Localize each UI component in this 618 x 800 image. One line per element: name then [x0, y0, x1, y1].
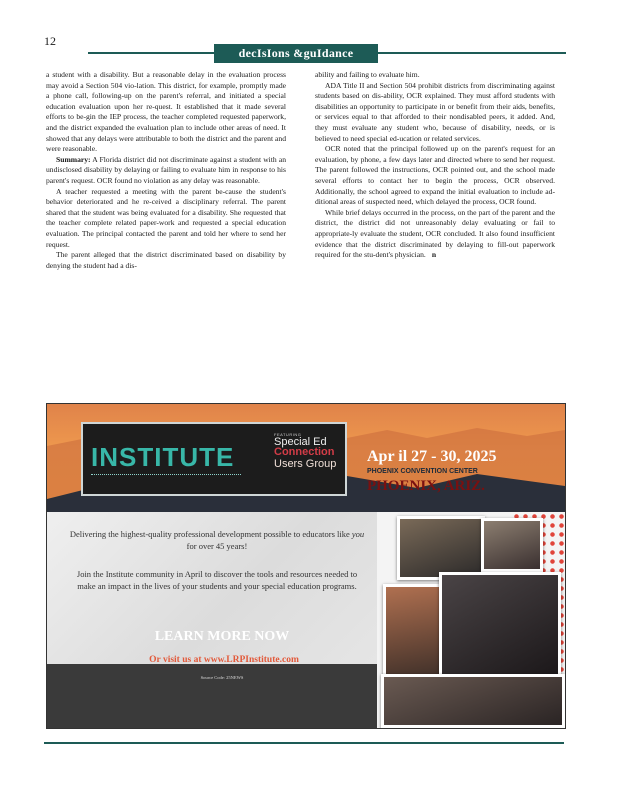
logo-subline	[91, 474, 241, 481]
tagline-part-1: Delivering the highest-quality professional development possible to educators like	[69, 529, 350, 539]
tagline-you: you	[351, 529, 365, 539]
article-paragraph: ability and failing to evaluate him.	[315, 70, 420, 79]
ad-banner	[47, 404, 565, 512]
article-paragraph: a student with a disability. But a reasonable delay in the evaluation process may avoid a Section 504 vio-lation. This district, for example, promptly made a phone call, following-up on the parent's referral, and initiated a special education evaluation upon her re-quest. It established that it made several efforts to be-gin the IEP process, the teacher completed requested paperwork, and the district expanded the evaluation plan to include other areas of need. It showed that any delays were attributable to both the district and the parent and were reasonable.	[46, 70, 286, 154]
source-code: Source Code: 25NEWS	[200, 675, 244, 680]
photo-session-room	[381, 674, 565, 728]
logo-wordmark: INSTITUTE	[91, 442, 235, 472]
connection-label: Connection	[274, 446, 335, 458]
ad-body	[47, 512, 565, 728]
article-paragraph: A teacher requested a meeting with the parent be-cause the student's behavior deteriorated and he re-ceived a disciplinary referral. The parent shared that the student was being evaluated for a disability. She requested that the teacher complete related paper-work and requested a special education evaluation. The principal contacted the parent and told her where to send her request.	[46, 186, 286, 249]
institute-logo	[81, 422, 347, 496]
article-paragraph	[315, 208, 555, 261]
footer-rule	[44, 742, 564, 744]
article-paragraph: OCR noted that the principal followed up on the parent's request for an evaluation, by phone, a few days later and directed where to send her request. The parent followed the instructions, OCR pointed out, and the school made several efforts to contact her to begin the process, OCR observed. Additionally, the school agreed to expand the initial evaluation to include ad-ditional areas of suspected need, which delayed the process, OCR found.	[315, 144, 555, 207]
ad-body-text: Join the Institute community in April to discover the tools and resources needed to make an impact in the lives of your students and your special education programs.	[76, 569, 358, 591]
tagline-part-2: for over 45 years!	[186, 541, 248, 551]
article-right-column	[315, 70, 555, 261]
photo-group	[481, 518, 543, 572]
summary-label: Summary:	[56, 154, 91, 164]
featuring-label: FEATURING	[274, 432, 302, 437]
special-ed-connection-logo	[274, 432, 342, 486]
section-title: decIsIons &guIdance	[214, 44, 378, 63]
event-venue: PHOENIX CONVENTION CENTER	[367, 468, 478, 475]
page-number: 12	[44, 34, 56, 48]
closing-text: While brief delays occurred in the process, on the part of the parent and the district, the district did not unreasonably delay evaluating or fail to appropriate-ly evaluate the student, OCR concluded. It also found insufficient evidence that the district discriminated by delaying to fill-out paperwork required for the stu-dent's physician.	[315, 207, 555, 260]
photo-collage	[377, 512, 565, 728]
learn-more-button[interactable]: LEARN MORE NOW	[154, 629, 290, 644]
end-mark: n	[431, 250, 437, 260]
article-summary	[46, 155, 286, 187]
summary-text: A Florida district did not discriminate against a student with an undisclosed disability by delaying or failing to evaluate him in response to his parent's request. OCR found no violation as any delay was reasonable.	[46, 154, 286, 185]
special-ed-label: Special Ed	[274, 436, 327, 448]
article-paragraph: ADA Title II and Section 504 prohibit districts from discriminating against students based on dis-ability, OCR explained. They must afford students with disabilities an opportunity to participate in or benefit from their aids, benefits, or services equal to that afforded to their nondisabled peers, it added. And, they must evaluate any student who, because of disability, needs, or is believed to need special ed-ucation or related services.	[315, 80, 555, 143]
article-paragraph: The parent alleged that the district discriminated based on disability by denying the student had a dis-	[46, 250, 286, 270]
event-dates: Apr il 27 - 30, 2025	[367, 448, 497, 465]
article-left-column	[46, 70, 286, 271]
ad-cta-panel	[47, 664, 377, 728]
article-body	[46, 70, 566, 390]
institute-url-link[interactable]: Or visit us at www.LRPInstitute.com	[149, 655, 299, 665]
users-group-label: Users Group	[274, 458, 337, 470]
ad-tagline	[67, 528, 367, 552]
photo-speaker	[439, 572, 561, 684]
photo-audience	[397, 516, 485, 580]
institute-advertisement[interactable]	[46, 403, 566, 729]
event-city: PHOENIX, ARIZ.	[367, 478, 485, 494]
